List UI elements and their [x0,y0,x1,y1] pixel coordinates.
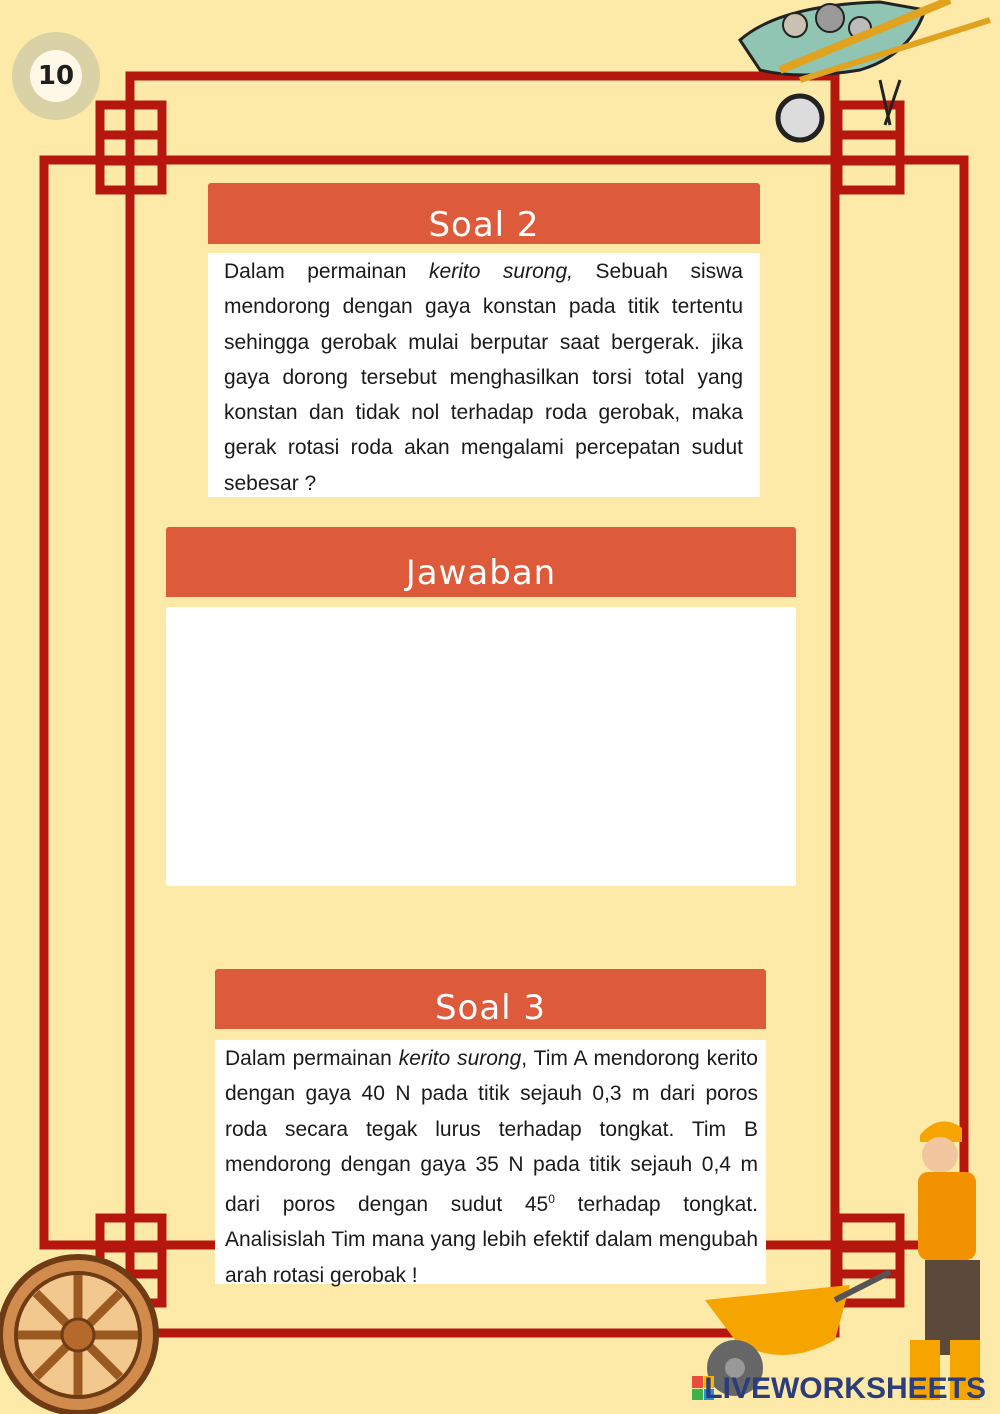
page-number: 10 [30,50,82,102]
degree-superscript: 0 [548,1192,555,1207]
liveworksheets-brand[interactable]: LIVEWORKSHEETS [704,1372,986,1405]
question-3-title: Soal 3 [215,969,766,1029]
answer-title: Jawaban [166,527,796,597]
question-3-text [215,1040,766,1287]
question-2-emphasis: kerito surong, [429,260,573,283]
question-2-rest: Sebuah siswa mendorong dengan gaya konstan pada titik tertentu sehingga gerobak mulai berputar saat bergerak. jika gaya dorong tersebut menghasilkan torsi total yang konstan dan tidak nol terhadap roda gerobak, maka gerak rotasi roda akan mengalami percepatan sudut sebesar ? [224,260,743,495]
question-2-title: Soal 2 [208,183,760,244]
page-number-badge [12,32,100,120]
question-2-intro: Dalam permainan [224,260,430,283]
answer-box [166,607,796,886]
wheelbarrow-with-stones-icon [740,0,990,140]
question-3-emphasis: kerito surong [398,1047,522,1070]
question-3-part2: , Tim A mendorong kerito dengan gaya 40 N pada titik sejauh 0,3 m dari poros roda secara tegak lurus terhadap tongkat. Tim B mendorong dengan gaya 35 N pada titik sejauh 0,4 m dari poros dengan sudut 45 [225,1047,758,1217]
answer-input[interactable] [166,607,796,886]
question-3-part3: terhadap tongkat. Analisislah Tim mana yang lebih efektif dalam mengubah arah rotasi gerobak ! [225,1193,758,1287]
question-2-text [208,253,760,497]
wooden-wheel-icon [0,1257,156,1413]
question-3-intro: Dalam permainan [225,1047,399,1070]
